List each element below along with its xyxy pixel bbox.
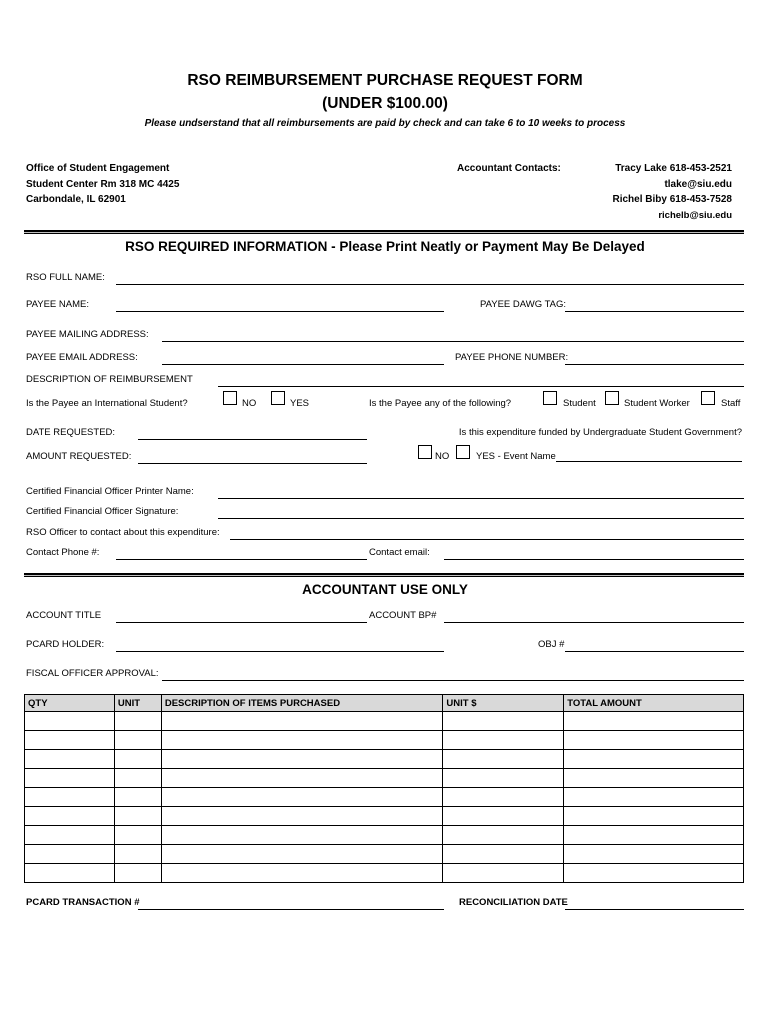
qty-cell[interactable] [25, 864, 115, 883]
table-row [25, 845, 744, 864]
qty-cell[interactable] [25, 750, 115, 769]
unit-price-cell[interactable] [443, 731, 564, 750]
total-amount-cell[interactable] [564, 864, 744, 883]
total-amount-cell[interactable] [564, 731, 744, 750]
payee-dawg-tag-field[interactable] [565, 311, 744, 312]
date-requested-field[interactable] [138, 439, 367, 440]
cfo-signature-field[interactable] [218, 518, 744, 519]
contact-1-name-phone: Tracy Lake 618-453-2521 [615, 163, 732, 174]
description-cell[interactable] [161, 731, 443, 750]
usg-no-checkbox[interactable] [418, 445, 432, 459]
unit-price-cell[interactable] [443, 826, 564, 845]
unit-cell[interactable] [114, 864, 161, 883]
form-title-amount: (UNDER $100.00) [322, 95, 448, 112]
qty-cell[interactable] [25, 807, 115, 826]
event-name-field[interactable] [556, 461, 742, 462]
office-name: Office of Student Engagement [26, 163, 170, 174]
total-amount-cell[interactable] [564, 807, 744, 826]
qty-header: QTY [25, 695, 115, 712]
contacts-label: Accountant Contacts: [457, 163, 561, 174]
qty-cell[interactable] [25, 731, 115, 750]
rso-section-heading: RSO REQUIRED INFORMATION - Please Print Neatly or Payment May Be Delayed [125, 239, 645, 254]
table-row [25, 864, 744, 883]
contact-email-label: Contact email: [369, 547, 430, 558]
table-row [25, 788, 744, 807]
intl-no-checkbox[interactable] [223, 391, 237, 405]
description-cell[interactable] [161, 826, 443, 845]
unit-price-cell[interactable] [443, 864, 564, 883]
table-row [25, 712, 744, 731]
date-requested-label: DATE REQUESTED: [26, 427, 116, 438]
amount-requested-field[interactable] [138, 463, 367, 464]
obj-field[interactable] [565, 651, 744, 652]
usg-question: Is this expenditure funded by Undergraduate Student Government? [458, 427, 742, 438]
section-divider [24, 573, 744, 577]
description-field[interactable] [218, 386, 744, 387]
unit-cell[interactable] [114, 712, 161, 731]
total-amount-cell[interactable] [564, 826, 744, 845]
items-table [24, 694, 744, 883]
cfo-printed-name-field[interactable] [218, 498, 744, 499]
unit-price-cell[interactable] [443, 788, 564, 807]
obj-label: OBJ # [538, 639, 565, 650]
payee-name-field[interactable] [116, 311, 444, 312]
rso-full-name-label: RSO FULL NAME: [26, 272, 105, 283]
account-bp-field[interactable] [444, 622, 744, 623]
office-room: Student Center Rm 318 MC 4425 [26, 179, 180, 190]
qty-cell[interactable] [25, 826, 115, 845]
intl-yes-checkbox[interactable] [271, 391, 285, 405]
student-checkbox[interactable] [543, 391, 557, 405]
usg-yes-label: YES - Event Name [476, 451, 556, 462]
description-cell[interactable] [161, 750, 443, 769]
total-amount-cell[interactable] [564, 712, 744, 731]
unit-cell[interactable] [114, 731, 161, 750]
intl-student-question: Is the Payee an International Student? [26, 398, 188, 409]
table-row [25, 750, 744, 769]
unit-price-cell[interactable] [443, 750, 564, 769]
usg-yes-checkbox[interactable] [456, 445, 470, 459]
total-amount-cell[interactable] [564, 769, 744, 788]
table-row [25, 826, 744, 845]
payee-dawg-tag-label: PAYEE DAWG TAG: [480, 299, 567, 310]
student-worker-checkbox[interactable] [605, 391, 619, 405]
description-cell[interactable] [161, 807, 443, 826]
payee-mailing-address-field[interactable] [162, 341, 744, 342]
contact-2-name-phone: Richel Biby 618-453-7528 [612, 194, 732, 205]
description-cell[interactable] [161, 712, 443, 731]
pcard-transaction-label: PCARD TRANSACTION # [26, 897, 140, 908]
form-subtitle: Please undserstand that all reimbursements are paid by check and can take 6 to 10 weeks to process [144, 118, 626, 129]
unit-price-cell[interactable] [443, 845, 564, 864]
description-header: DESCRIPTION OF ITEMS PURCHASED [161, 695, 443, 712]
unit-cell[interactable] [114, 807, 161, 826]
fiscal-officer-field[interactable] [162, 680, 744, 681]
payee-phone-label: PAYEE PHONE NUMBER: [455, 352, 569, 363]
table-row [25, 731, 744, 750]
cfo-signature-label: Certified Financial Officer Signature: [26, 506, 179, 517]
unit-price-cell[interactable] [443, 807, 564, 826]
student-worker-label: Student Worker [624, 398, 690, 409]
cfo-printed-name-label: Certified Financial Officer Printer Name: [26, 486, 194, 497]
contact-phone-label: Contact Phone #: [26, 547, 100, 558]
description-cell[interactable] [161, 769, 443, 788]
description-cell[interactable] [161, 864, 443, 883]
contact-phone-field[interactable] [116, 559, 367, 560]
payee-email-field[interactable] [162, 364, 444, 365]
payee-mailing-address-label: PAYEE MAILING ADDRESS: [26, 329, 149, 340]
unit-cell[interactable] [114, 826, 161, 845]
unit-cell[interactable] [114, 788, 161, 807]
unit-header: UNIT [114, 695, 161, 712]
staff-checkbox[interactable] [701, 391, 715, 405]
rso-officer-label: RSO Officer to contact about this expenditure: [26, 527, 220, 538]
qty-cell[interactable] [25, 788, 115, 807]
student-label: Student [563, 398, 596, 409]
unit-cell[interactable] [114, 750, 161, 769]
contact-2-email: richelb@siu.edu [658, 210, 732, 221]
payee-type-question: Is the Payee any of the following? [369, 398, 512, 409]
items-table-header [25, 695, 744, 712]
fiscal-officer-label: FISCAL OFFICER APPROVAL: [26, 668, 159, 679]
total-amount-header: TOTAL AMOUNT [564, 695, 744, 712]
form-title: RSO REIMBURSEMENT PURCHASE REQUEST FORM [187, 72, 583, 89]
unit-price-cell[interactable] [443, 769, 564, 788]
unit-price-header: UNIT $ [443, 695, 564, 712]
description-cell[interactable] [161, 845, 443, 864]
account-title-field[interactable] [116, 622, 367, 623]
usg-no-label: NO [435, 451, 450, 462]
contact-1-email: tlake@siu.edu [664, 179, 732, 190]
contact-email-field[interactable] [444, 559, 744, 560]
section-divider [24, 230, 744, 234]
total-amount-cell[interactable] [564, 788, 744, 807]
qty-cell[interactable] [25, 845, 115, 864]
unit-price-cell[interactable] [443, 712, 564, 731]
description-label: DESCRIPTION OF REIMBURSEMENT [26, 374, 193, 385]
payee-name-label: PAYEE NAME: [26, 299, 89, 310]
pcard-holder-field[interactable] [116, 651, 444, 652]
pcard-transaction-field[interactable] [138, 909, 444, 910]
amount-requested-label: AMOUNT REQUESTED: [26, 451, 132, 462]
unit-cell[interactable] [114, 845, 161, 864]
intl-no-label: NO [242, 398, 257, 409]
payee-email-label: PAYEE EMAIL ADDRESS: [26, 352, 138, 363]
total-amount-cell[interactable] [564, 845, 744, 864]
qty-cell[interactable] [25, 769, 115, 788]
intl-yes-label: YES [290, 398, 310, 409]
staff-label: Staff [721, 398, 741, 409]
description-cell[interactable] [161, 788, 443, 807]
table-row [25, 769, 744, 788]
rso-officer-field[interactable] [230, 539, 744, 540]
total-amount-cell[interactable] [564, 750, 744, 769]
reconciliation-date-field[interactable] [565, 909, 744, 910]
unit-cell[interactable] [114, 769, 161, 788]
rso-full-name-field[interactable] [116, 284, 744, 285]
account-title-label: ACCOUNT TITLE [26, 610, 102, 621]
accountant-section-heading: ACCOUNTANT USE ONLY [302, 582, 468, 597]
account-bp-label: ACCOUNT BP# [369, 610, 437, 621]
table-row [25, 807, 744, 826]
office-city: Carbondale, IL 62901 [26, 194, 126, 205]
reconciliation-date-label: RECONCILIATION DATE [459, 897, 568, 908]
qty-cell[interactable] [25, 712, 115, 731]
payee-phone-field[interactable] [565, 364, 744, 365]
pcard-holder-label: PCARD HOLDER: [26, 639, 105, 650]
